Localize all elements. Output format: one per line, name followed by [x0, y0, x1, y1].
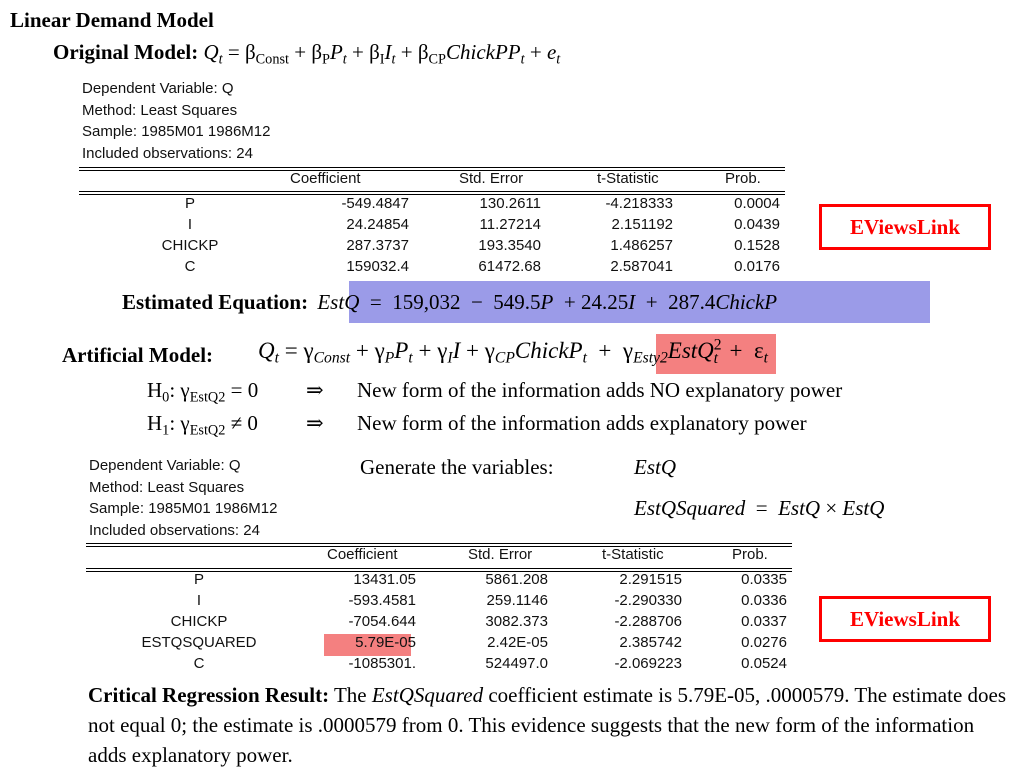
header-line: Dependent Variable: Q [89, 457, 241, 474]
conclusion-paragraph: Critical Regression Result: The EstQSquared coefficient estimate is 5.79E-05, .0000579. The estimate does not equal 0; the estimate is .0000579 from 0. This evidence suggests that the new form of the information adds explanatory power. [88, 683, 1007, 767]
column-header: Std. Error [468, 546, 533, 563]
generate-var-estqsquared: EstQSquared = EstQ × EstQ [634, 496, 885, 520]
hypothesis-alternative-text: New form of the information adds explanatory power [357, 411, 807, 435]
header-line: Method: Least Squares [89, 478, 245, 496]
original-model-equation: Original Model: $Q_t = \beta_{Const} + \beta_PP_t + \beta_II_t$ + $\beta_{CP}ChickPP_t + e_t$ [53, 40, 561, 68]
column-header: t-Statistic [597, 170, 659, 187]
hypothesis-null-text: New form of the information adds NO explanatory power [357, 378, 843, 402]
table-row: P 13431.05 5861.208 2.291515 0.0335 [193, 571, 787, 588]
regression-2-header [89, 455, 277, 541]
table-header-row [79, 170, 785, 192]
generate-label: Generate the variables: [360, 455, 554, 479]
table-row: ESTQSQUARED 5.79E-05 2.42E-05 2.385742 0.0276 [141, 634, 787, 651]
generate-var-estq: EstQ [634, 455, 676, 479]
header-line: Included observations: 24 [82, 144, 253, 162]
column-header: Prob. [725, 170, 761, 187]
table-row: C -1085301. 524497.0 -2.069223 0.0524 [193, 655, 787, 672]
table-rule [86, 543, 792, 544]
estimated-equation-label: Estimated Equation: [122, 290, 309, 314]
column-header: Prob. [732, 546, 768, 563]
regression-1-table [79, 170, 785, 282]
table-row: I 24.24854 11.27214 2.151192 0.0439 [187, 216, 780, 233]
column-header: Std. Error [459, 170, 524, 187]
table-row: C 159032.4 61472.68 2.587041 0.0176 [184, 258, 780, 275]
regression-2-table [86, 546, 792, 680]
header-line: Sample: 1985M01 1986M12 [82, 123, 271, 140]
conclusion-label: Critical Regression Result: [88, 683, 330, 707]
hypothesis-alternative: $H_1$: $\gamma_{EstQ2} \ne 0$ [147, 411, 258, 439]
table-row: I -593.4581 259.1146 -2.290330 0.0336 [196, 592, 787, 609]
table-header-row [86, 546, 792, 568]
hypothesis-null: $H_0$: $\gamma_{EstQ2} = 0$ [147, 378, 259, 406]
implies-arrow-icon: ⇒ [306, 378, 324, 402]
column-header: t-Statistic [602, 546, 664, 563]
table-row: CHICKP 287.3737 193.3540 1.486257 0.1528 [161, 237, 780, 254]
table-rule [79, 167, 785, 168]
regression-1-header [82, 78, 270, 164]
header-line: Method: Least Squares [82, 101, 238, 119]
header-line: Dependent Variable: Q [82, 80, 234, 97]
eviews-link-button[interactable]: EViewsLink [819, 204, 991, 250]
original-model-label: Original Model: [53, 40, 199, 64]
estimated-equation: Estimated Equation: EstQ = 159,032 − 549.5P + 24.25I + 287.4ChickP [122, 290, 778, 314]
implies-arrow-icon: ⇒ [306, 411, 324, 435]
artificial-model-label: Artificial Model: [62, 343, 214, 367]
page-title: Linear Demand Model [10, 8, 214, 32]
table-row: CHICKP -7054.644 3082.373 -2.288706 0.0337 [170, 613, 787, 630]
artificial-model-equation: $Q_t = \gamma_{Const} + \gamma_PP_t + \gamma_II$ + $\gamma_{CP}ChickP_t$ + $\gamma_{Esty2}EstQ^2_t + \varepsilon_t$ [258, 336, 768, 367]
column-header: Coefficient [290, 170, 361, 187]
table-row: P -549.4847 130.2611 -4.218333 0.0004 [184, 195, 780, 212]
header-line: Included observations: 24 [89, 521, 260, 539]
header-line: Sample: 1985M01 1986M12 [89, 500, 278, 517]
eviews-link-button[interactable]: EViewsLink [819, 596, 991, 642]
column-header: Coefficient [327, 546, 398, 563]
